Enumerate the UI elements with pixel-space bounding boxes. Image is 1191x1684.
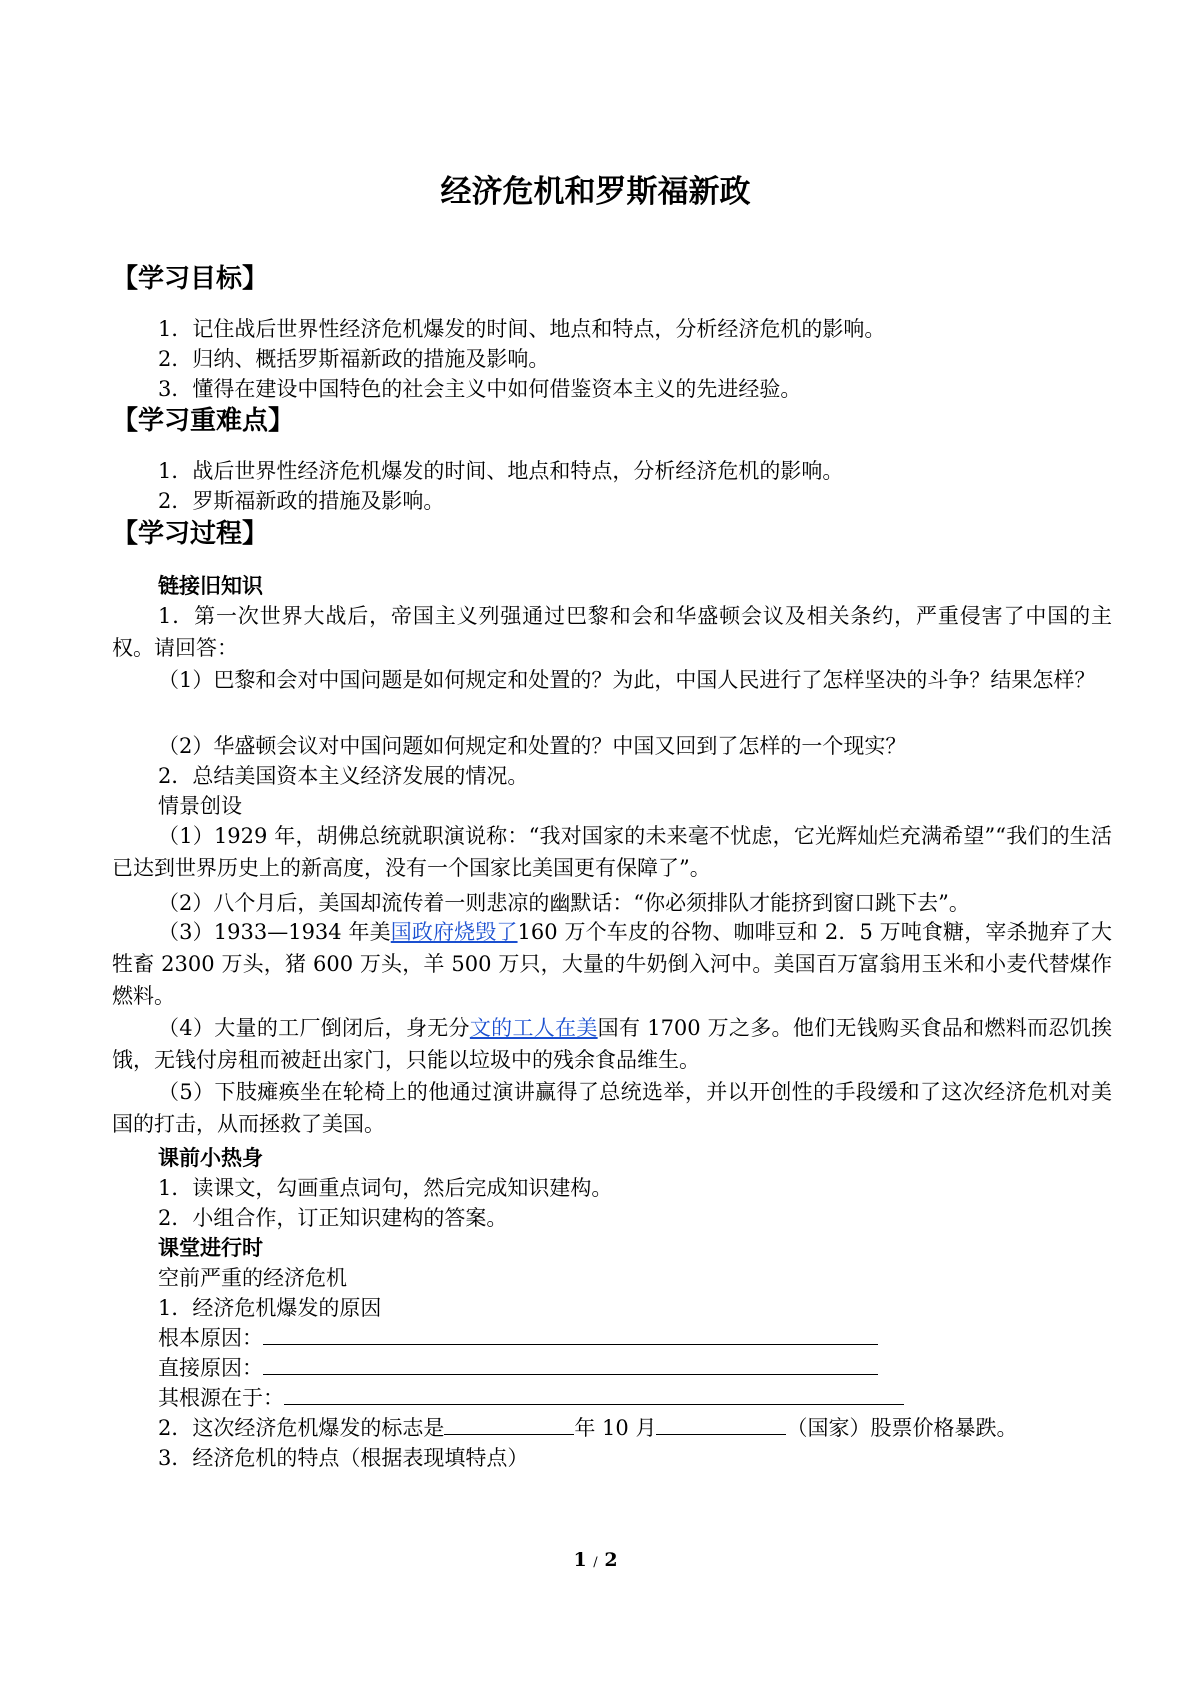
objective-item: 2．归纳、概括罗斯福新政的措施及影响。 (158, 347, 550, 371)
objectives-heading: 【学习目标】 (112, 264, 269, 294)
key-points-heading: 【学习重难点】 (112, 406, 295, 436)
year-blank[interactable] (444, 1416, 574, 1435)
review-question-1: 1．第一次世界大战后，帝国主义列强通过巴黎和会和华盛顿会议及相关条约，严重侵害了中国的主权。请回答： (112, 604, 1112, 660)
objective-item: 1．记住战后世界性经济危机爆发的时间、地点和特点，分析经济危机的影响。 (158, 317, 886, 341)
root-cause-blank[interactable] (263, 1326, 878, 1345)
key-point-item: 2．罗斯福新政的措施及影响。 (158, 489, 445, 513)
scenario-3: （3）1933—1934 年美国政府烧毁了160 万个车皮的谷物、咖啡豆和 2．5 万吨食糖，宰杀抛弃了大牲畜 2300 万头，猪 600 万头，羊 500 万只，大量的牛奶倒入河中。美国百万富翁用玉米和小麦代替煤作燃料。 (112, 920, 1112, 1008)
crisis-question-3: 3．经济危机的特点（根据表现填特点） (158, 1446, 529, 1470)
crisis-subheading: 空前严重的经济危机 (158, 1266, 347, 1290)
review-subheading: 链接旧知识 (158, 574, 263, 598)
key-point-item: 1．战后世界性经济危机爆发的时间、地点和特点，分析经济危机的影响。 (158, 459, 844, 483)
scenario-5: （5）下肢瘫痪坐在轮椅上的他通过演讲赢得了总统选举，并以开创性的手段缓和了这次经济危机对美国的打击，从而拯救了美国。 (112, 1080, 1112, 1136)
class-subheading: 课堂进行时 (158, 1236, 263, 1260)
warmup-item: 2．小组合作，订正知识建构的答案。 (158, 1206, 508, 1230)
country-blank[interactable] (656, 1416, 786, 1435)
warmup-subheading: 课前小热身 (158, 1146, 263, 1170)
origin-blank[interactable] (284, 1386, 904, 1405)
origin-label: 其根源在于： (158, 1386, 284, 1410)
objective-item: 3．懂得在建设中国特色的社会主义中如何借鉴资本主义的先进经验。 (158, 377, 802, 401)
review-question-2: 2．总结美国资本主义经济发展的情况。 (158, 764, 529, 788)
root-cause-row (158, 1325, 878, 1351)
page-number: 1 / 2 (573, 1549, 618, 1571)
scenario-3-link[interactable]: 国政府烧毁了 (390, 920, 518, 944)
process-heading: 【学习过程】 (112, 519, 269, 549)
page-title: 经济危机和罗斯福新政 (440, 174, 751, 210)
review-question-1-sub-1: （1）巴黎和会对中国问题是如何规定和处置的？为此，中国人民进行了怎样坚决的斗争？结果怎样？ (158, 668, 1096, 692)
scenario-1: （1）1929 年，胡佛总统就职演说称：“我对国家的未来毫不忧虑，它光辉灿烂充满希望”“我们的生活已达到世界历史上的新高度，没有一个国家比美国更有保障了”。 (112, 824, 1112, 880)
review-question-1-sub-2: （2）华盛顿会议对中国问题如何规定和处置的？中国又回到了怎样的一个现实？ (158, 734, 907, 758)
direct-cause-row (158, 1355, 878, 1381)
direct-cause-blank[interactable] (263, 1356, 878, 1375)
scenario-4: （4）大量的工厂倒闭后，身无分文的工人在美国有 1700 万之多。他们无钱购买食品和燃料而忍饥挨饿，无钱付房租而被赶出家门，只能以垃圾中的残余食品维生。 (112, 1016, 1112, 1072)
warmup-item: 1．读课文，勾画重点词句，然后完成知识建构。 (158, 1176, 613, 1200)
scenario-4-link[interactable]: 文的工人在美 (469, 1016, 598, 1040)
direct-cause-label: 直接原因： (158, 1356, 263, 1380)
origin-row (158, 1385, 904, 1411)
scenario-2: （2）八个月后，美国却流传着一则悲凉的幽默话：“你必须排队才能挤到窗口跳下去”。 (158, 891, 970, 915)
crisis-question-2: 2．这次经济危机爆发的标志是 年 10 月 （国家）股票价格暴跌。 (158, 1416, 1018, 1440)
crisis-question-1: 1．经济危机爆发的原因 (158, 1296, 382, 1320)
root-cause-label: 根本原因： (158, 1326, 263, 1350)
scenario-subheading: 情景创设 (158, 794, 242, 818)
